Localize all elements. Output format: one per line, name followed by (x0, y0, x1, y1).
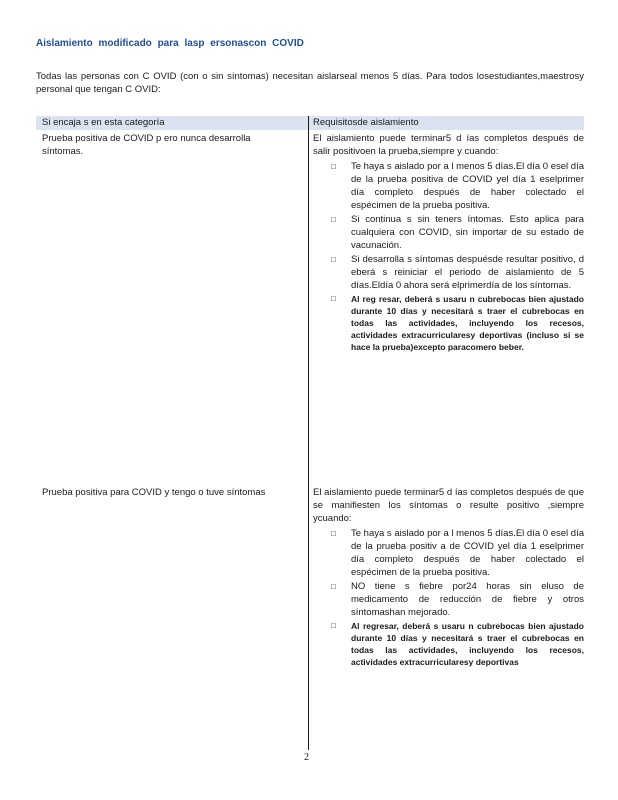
table-row (36, 130, 584, 484)
list-item-text: Al reg resar, deberá s usaru n cubrebocas bien ajustado durante 10 días y necesitará s traer el cubrebocas en todas las actividades, incluyendo los recesos, actividades extracurricularesy deportivas (incluso si se hace la prueba)excepto paracomero beber. (351, 294, 584, 352)
list-item (331, 620, 584, 668)
checkbox-bullet-icon: □ (331, 255, 336, 264)
list-item-text: Te haya s aislado por a l menos 5 días.El día 0 esel día de la prueba positiva de COVID yel día 1 eselprimer día completo después de haber colectado el espécimen de la prueba positiva. (351, 161, 584, 211)
header-category: Si encaja s en esta categoría (42, 117, 165, 128)
list-item (331, 160, 584, 212)
table-header-row (36, 116, 584, 130)
list-item (331, 213, 584, 252)
list-item-text: NO tiene s fiebre por24 horas sin eluso de medicamento de reducción de fiebre y otros síntomashan mejorado. (351, 581, 584, 618)
table-row (36, 484, 584, 750)
checkbox-bullet-icon: □ (331, 582, 336, 591)
checkbox-bullet-icon: □ (331, 162, 336, 171)
list-item (331, 580, 584, 619)
category-cell: Prueba positiva de COVID p ero nunca desarrolla síntomas. (42, 133, 251, 157)
checkbox-bullet-icon: □ (331, 215, 336, 224)
page-number: 2 (304, 752, 309, 763)
checkbox-bullet-icon: □ (331, 294, 336, 303)
requirements-list (313, 160, 584, 353)
category-cell: Prueba positiva para COVID y tengo o tuve síntomas (42, 487, 266, 498)
requirements-list (313, 527, 584, 668)
list-item-text: Si desarrolla s síntomas despuésde resultar positivo, d eberá s reiniciar el periodo de aislamiento de 5 días.Eldía 0 ahora será elprimerdía de los síntomas. (351, 254, 584, 291)
isolation-table (36, 116, 584, 750)
requirements-cell (308, 130, 584, 484)
list-item (331, 527, 584, 579)
list-item (331, 253, 584, 292)
header-requirements: Requisitosde aislamiento (308, 116, 584, 130)
checkbox-bullet-icon: □ (331, 621, 336, 630)
checkbox-bullet-icon: □ (331, 529, 336, 538)
document-title: Aislamiento modificado para lasp ersonascon COVID (36, 38, 304, 49)
list-item-text: Si continua s sin teners íntomas. Esto aplica para cualquiera con COVID, sin importar de su estado de vacunación. (351, 214, 584, 251)
list-item-text: Al regresar, deberá s usaru n cubrebocas bien ajustado durante 10 días y necesitará s traer el cubrebocas en todas las actividades, incluyendo los recesos, actividades extracurricularesy deportivas (351, 621, 584, 667)
list-item (331, 293, 584, 353)
list-item-text: Te haya s aislado por a l menos 5 días.El día 0 esel día de la prueba positiv a de COVID yel día 1 eselprimer día completo después de haber colectado el espécimen de la prueba positiva. (351, 528, 584, 578)
requirements-lead: El aislamiento puede terminar5 d ías completos después de salir positivoen la prueba,siempre y cuando: (313, 133, 584, 157)
intro-paragraph: Todas las personas con C OVID (con o sin síntomas) necesitan aislarseal menos 5 días. Para todos losestudiantes,maestrosy personal que tengan C OVID: (36, 71, 584, 95)
requirements-lead: El aislamiento puede terminar5 d ías completos después de que se manifiesten los síntomas o resulte positivo ,siempre ycuando: (313, 487, 584, 524)
requirements-cell (308, 484, 584, 750)
